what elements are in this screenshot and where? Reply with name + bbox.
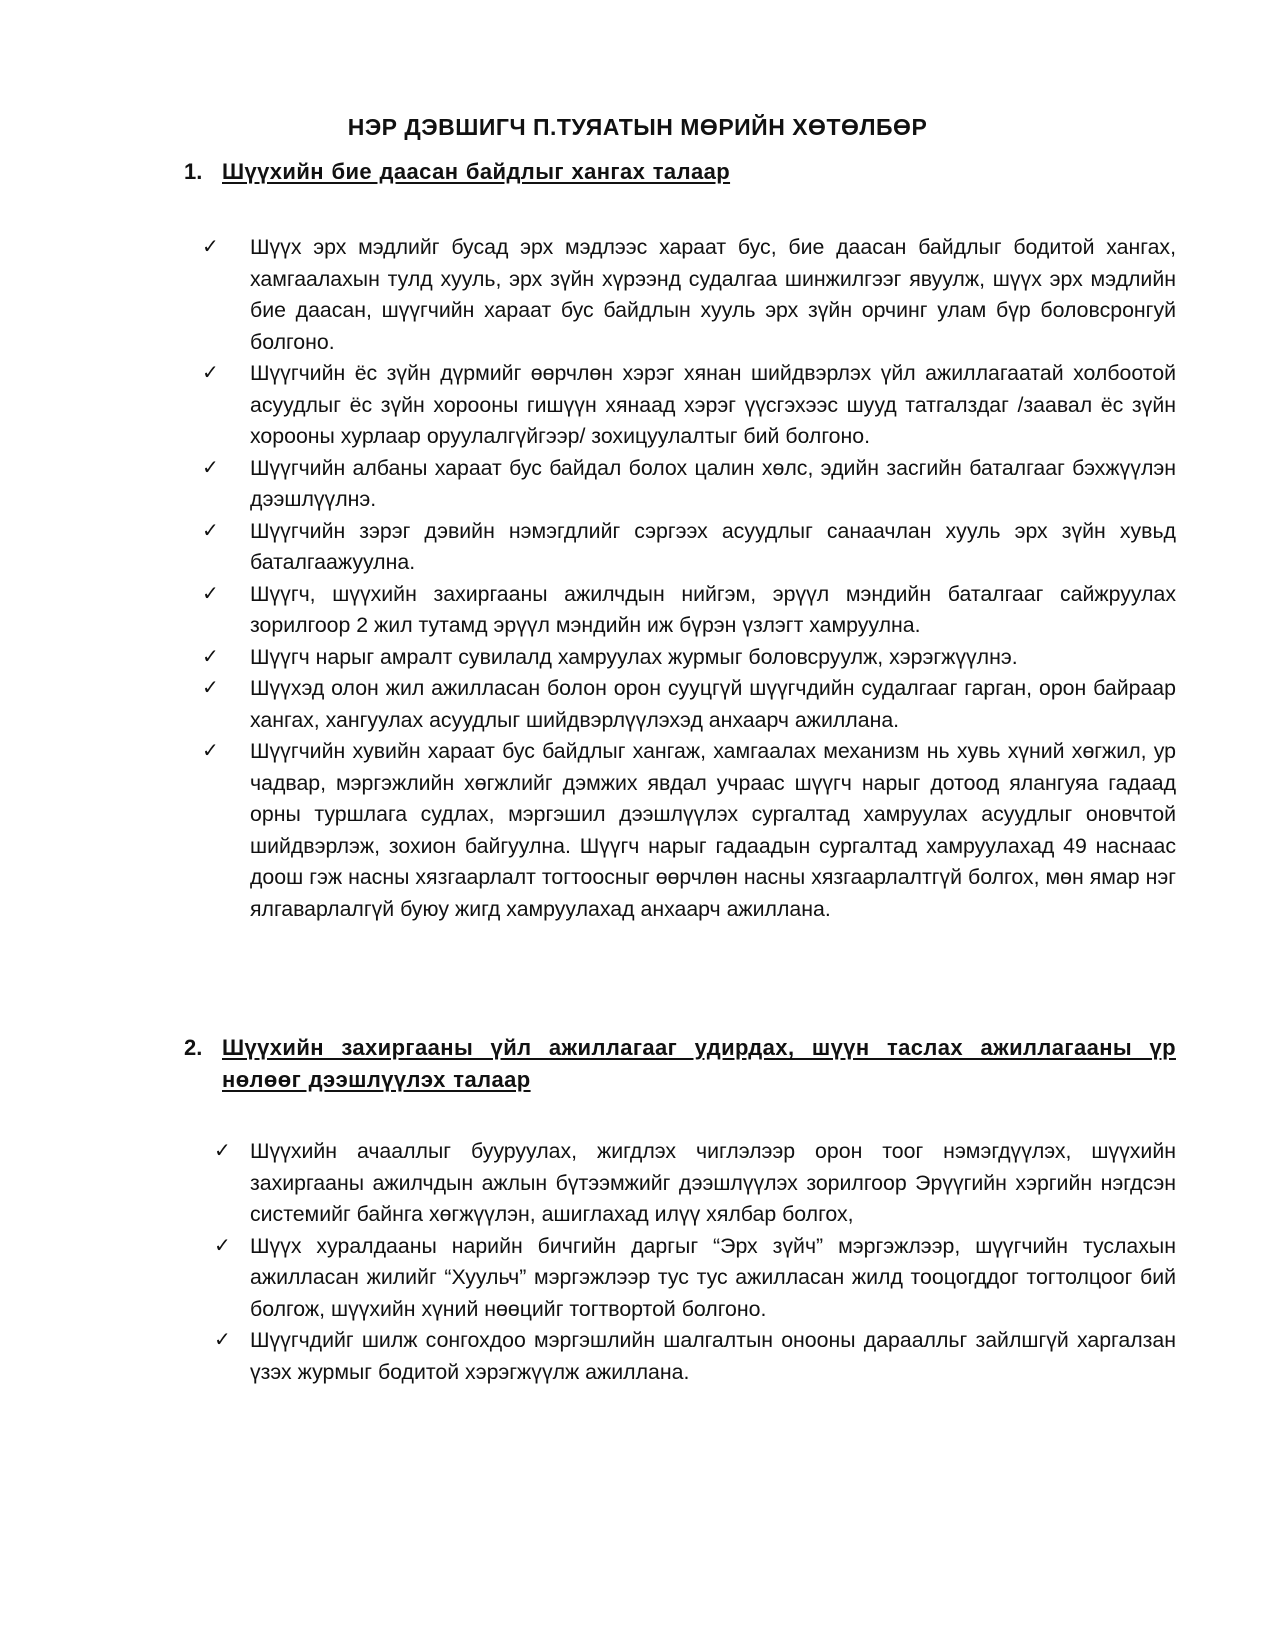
list-item — [184, 1136, 1176, 1231]
section-title: Шүүхийн захиргааны үйл ажиллагааг удирдах, шүүн таслах ажиллагааны үр нөлөөг дээшлүүлэх талаар — [222, 1035, 1176, 1092]
section-number: 1. — [184, 159, 203, 184]
list-item-text: Шүүхийн ачааллыг бууруулах, жигдлэх чиглэлээр орон тоог нэмэгдүүлэх, шүүхийн захиргааны ажилчдын ажлын бүтээмжийг дээшлүүлэх зорилгоор Эрүүгийн хэргийн нэгдсэн системийг байнга хөгжүүлэн, ашиглахад илүү хялбар болгох, — [250, 1139, 1176, 1226]
list-item-text: Шүүхэд олон жил ажилласан болон орон сууцгүй шүүгчдийн судалгааг гарган, орон байраар хангах, хангуулах асуудлыг шийдвэрлүүлэхэд анхаарч ажиллана. — [250, 676, 1176, 732]
section-2 — [184, 1032, 1176, 1388]
bullet-list — [184, 232, 1176, 925]
list-item — [184, 358, 1176, 453]
check-icon: ✓ — [202, 362, 219, 384]
section-1 — [184, 156, 1176, 925]
list-item — [184, 642, 1176, 674]
list-item-text: Шүүгчийн зэрэг дэвийн нэмэгдлийг сэргээх асуудлыг санаачлан хууль эрх зүйн хувьд баталгаажуулна. — [250, 518, 1176, 574]
list-item-text: Шүүгч, шүүхийн захиргааны ажилчдын нийгэм, эрүүл мэндийн баталгааг сайжруулах зорилгоор 2 жил тутамд эрүүл мэндийн иж бүрэн үзлэгт хамруулна. — [250, 581, 1176, 637]
list-item — [184, 736, 1176, 925]
check-icon: ✓ — [202, 519, 219, 542]
list-item — [184, 579, 1176, 642]
page-title: НЭР ДЭВШИГЧ П.ТУЯАТЫН МӨРИЙН ХӨТӨЛБӨР — [347, 114, 928, 140]
check-icon: ✓ — [202, 740, 219, 762]
list-item-text: Шүүх эрх мэдлийг бусад эрх мэдлээс хараат бус, бие даасан байдлыг бодитой хангах, хамгаалахын тулд хууль, эрх зүйн хүрээнд судалгаа шинжилгээг явуулж, шүүх эрх мэдлийн бие даасан, шүүгчийн хараат бус байдлын хууль эрх зүйн орчинг улам бүр боловсронгуй болгоно. — [250, 235, 1176, 354]
check-icon: ✓ — [202, 456, 219, 479]
list-item — [184, 673, 1176, 736]
list-item — [184, 232, 1176, 358]
list-item — [184, 516, 1176, 579]
check-icon: ✓ — [202, 236, 219, 258]
list-item — [184, 1231, 1176, 1326]
check-icon: ✓ — [202, 582, 219, 605]
bullet-list — [184, 1136, 1176, 1388]
list-item-text: Шүүх хуралдааны нарийн бичгийн даргыг “Эрх зүйч” мэргэжлээр, шүүгчийн туслахын ажилласан жилийг “Хуульч” мэргэжлээр тус тус ажилласан жилд тооцогддог тогтолцоог бий болгож, шүүхийн хүний нөөцийг тогтвортой болгоно. — [250, 1233, 1176, 1321]
check-icon: ✓ — [214, 1234, 231, 1257]
list-item-text: Шүүгч нарыг амралт сувилалд хамруулах журмыг боловсруулж, хэрэгжүүлнэ. — [250, 644, 1018, 669]
list-item-text: Шүүгчдийг шилж сонгохдоо мэргэшлийн шалгалтын онооны дараалльг зайлшгүй харгалзан үзэх журмыг бодитой хэрэгжүүлж ажиллана. — [250, 1328, 1176, 1384]
list-item-text: Шүүгчийн ёс зүйн дүрмийг өөрчлөн хэрэг хянан шийдвэрлэх үйл ажиллагаатай холбоотой асуудлыг ёс зүйн хорооны гишүүн хянаад хэрэг үүсгэхээс шууд татгалздаг /заавал ёс зүйн хорооны хурлаар оруулалгүйгээр/ зохицуулалтыг бий болгоно. — [250, 361, 1176, 448]
section-heading — [184, 1032, 1176, 1096]
section-title: Шүүхийн бие даасан байдлыг хангах талаар — [222, 159, 731, 184]
list-item-text: Шүүгчийн хувийн хараат бус байдлыг хангаж, хамгаалах механизм нь хувь хүний хөгжил, ур чадвар, мэргэжлийн хөгжлийг дэмжих явдал учраас шүүгч нарыг дотоод ялангуяа гадаад орны туршлага судлах, мэргэшил дээшлүүлэх сургалтад хамруулах асуудлыг оновчтой шийдвэрлэж, зохион байгуулна. Шүүгч нарыг гадаадын сургалтад хамруулахад 49 наснаас доош гэж насны хязгаарлалт тогтоосныг өөрчлөн насны хязгаарлалтгүй болгох, мөн ямар нэг ялгаварлалгүй буюу жигд хамруулахад анхаарч ажиллана. — [250, 739, 1176, 921]
check-icon: ✓ — [214, 1329, 231, 1351]
check-icon: ✓ — [202, 645, 219, 668]
list-item — [184, 1325, 1176, 1388]
check-icon: ✓ — [202, 677, 219, 699]
check-icon: ✓ — [214, 1140, 231, 1162]
section-heading — [184, 156, 1176, 188]
section-number: 2. — [184, 1035, 203, 1060]
list-item — [184, 453, 1176, 516]
list-item-text: Шүүгчийн албаны хараат бус байдал болох цалин хөлс, эдийн засгийн баталгааг бэхжүүлэн дээшлүүлнэ. — [250, 455, 1176, 511]
